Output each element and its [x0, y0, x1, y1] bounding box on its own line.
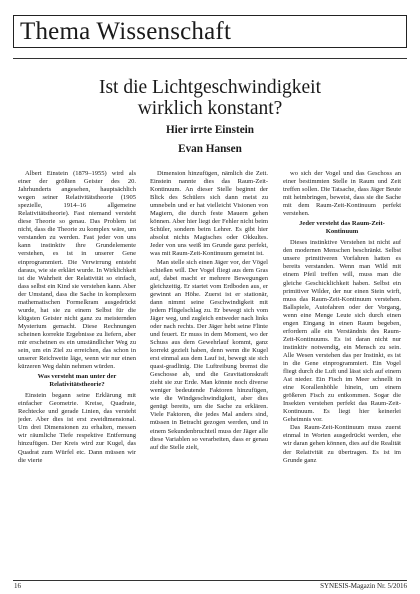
paragraph: Einstein begann seine Erklärung mit einfacher Geometrie. Kreise, Quadrate, Rechtecke und gerade Linien, das versteht jeder. Aber dies ist erst zweidimensional. Um drei Dimensionen zu erhalten, messen wir räumliche Tiefe respektive Entfernung hinzufügen. Der Kreis wird zur Kugel, das Quadrat zum Würfel etc. Dann müssen wir die vierte [18, 392, 136, 464]
paragraph: Man stelle sich einen Jäger vor, der Vögel schießen will. Der Vogel fliegt aus dem Gras auf, dabei macht er mehrere Bewegungen gleichzeitig. Er startet vom Erdboden aus, er gewinnt an Höhe. Zuerst ist er stationär, dann nimmt seine Geschwindigkeit mit jedem Flügelschlag zu. Er bewegt sich vom Jäger weg, und zugleich entweder nach links oder nach rechts. Der Jäger hebt seine Flinte und feuert. Er muss in dem Moment, wo der Schuss aus dem Gewehrlauf kommt, ganz korrekt gezielt haben, denn wenn die Kugel erst einmal aus dem Lauf ist, bewegt sie sich quasi-gradlinig. Die Luftreibung bremst die Geschosse ab, und die Gravitationskraft zieht sie zur Erde. Man könnte noch diverse weniger bedeutende Faktoren hinzufügen, wie die Windgeschwindigkeit, aber dies genügt bereits, um die Sache zu erklären. Viele Faktoren, die jedes Mal anders sind, müssen in Betracht gezogen werden, und in einem Sekundenbruchteil muss der Jäger alle diese Variablen so verarbeiten, dass er genau auf die Stelle zielt, [150, 258, 268, 451]
section-heading: Was versteht man unter der Relativitätstheorie? [37, 373, 117, 389]
title-line-2: wirklich konstant? [137, 98, 283, 119]
article-title [13, 77, 407, 119]
paragraph: Das Raum-Zeit-Kontinuum muss zuerst einmal in Worten ausgedrückt werden, ehe wir daran gehen können, dies auf die Realität der Relativität zu übertragen. Es ist im Grunde ganz [283, 424, 401, 464]
article-author: Evan Hansen [178, 143, 242, 155]
page-number: 16 [14, 582, 21, 590]
paragraph: Dieses instinktive Verstehen ist nicht auf den modernen Menschen beschränkt. Selbst unsere primitiveren Vorfahren hatten es bereits verstanden. Wenn man Wild mit einem Pfeil treffen will, muss man die gleiche Geschicklichkeit haben. Selbst ein primitiver Wilder, der nur einen Stein wirft, muss das Raum-Zeit-Kontinuum verstehen. Ballspiele, Autofahren oder der Vorgang, wenn eine Menge Leute sich durch einen engen Eingang in einen Raum begeben, erfordern alle ein Verständnis des Raum-Zeit-Kontinuums. Es ist daran nicht nur instinktiv notwendig, ein Mensch zu sein. Alle Wesen verstehen das per Instinkt, es ist in die Gene einprogrammiert. Ein Vogel fliegt durch die Luft und lässt sich auf einem Ast nieder. Ein Fisch im Meer schnellt in eine Korallenhöhle hinein, um einem größeren Fisch zu entkommen. Sogar die Insekten verstehen perfekt das Raum-Zeit-Kontinuum. Es liegt hier keinerlei Geheimnis vor. [283, 239, 401, 424]
section-rubric-box [13, 15, 407, 48]
text-column-3 [283, 170, 401, 575]
section-heading: Jeder versteht das Raum-Zeit-Kontinuum [299, 220, 385, 236]
paragraph: Dimension hinzufügen, nämlich die Zeit. Einstein nannte dies das Raum-Zeit-Kontinuum. An dieser Stelle beginnt der Blick des Schülers sich dann meist zu umnebeln und er hat vielleicht Visionen von Magiern, die durch feste Mauern gehen können. Aber hier liegt der Fehler nicht beim Schüler, sondern beim Lehrer. Es gibt hier absolut nichts Magisches oder Okkultes. Jeder von uns weiß im Grunde ganz perfekt, was mit Raum-Zeit-Kontinuum gemeint ist. [150, 170, 268, 258]
issue-label: SYNESIS-Magazin Nr. 5/2016 [320, 582, 407, 590]
footer-rule [13, 580, 407, 581]
paragraph: Albert Einstein (1879–1955) wird als einer der größten Geister des 20. Jahrhunderts angesehen, hauptsächlich wegen seiner Relativitätstheorie (1905 spezielle, 1914–16 allgemeine Relativitätstheorie). Fast niemand versteht diese Theorie so genau. Das Problem ist nicht, dass die Theorie zu komplex wäre, um verstanden zu werden. Fast jeder von uns kann instinktiv ihre Grundelemente verstehen, es ist in unserer Gene einprogrammiert. Die Verwirrung entsteht daraus, wie sie erklärt wurde. In Wirklichkeit ist die Wahrheit der Relativität so einfach, dass selbst ein Kind sie verstehen kann. Aber der Umstand, dass die Sache in komplexem mathematischen Formelkram ausgedrückt wurde, hat sie zu einem Selbst für die klügsten Geister nicht ganz zu meisternden Mysterium gemacht. Diese Rechnungen scheinen korrekte Ergebnisse zu liefern, aber mir erscheinen es ein umständlicher Weg zu sein, um ein Ziel zu erreichen, das schon in unserer Reichweite läge, wenn wir nur einen kürzeren Weg dahin nehmen würden. [18, 170, 136, 371]
paragraph: wo sich der Vogel und das Geschoss an einer bestimmten Stelle in Raum und Zeit treffen sollen. Die Tatsache, dass Jäger Beute mit heimbringen, beweist, dass sie die Sache mit dem Raum-Zeit-Kontinuum perfekt verstehen. [283, 170, 401, 218]
article-subtitle: Hier irrte Einstein [165, 124, 255, 136]
header-rule [13, 58, 407, 59]
text-column-1 [18, 170, 136, 575]
section-rubric: Thema Wissenschaft [20, 18, 232, 45]
title-line-1: Ist die Lichtgeschwindigkeit [98, 77, 322, 98]
text-column-2 [150, 170, 268, 575]
